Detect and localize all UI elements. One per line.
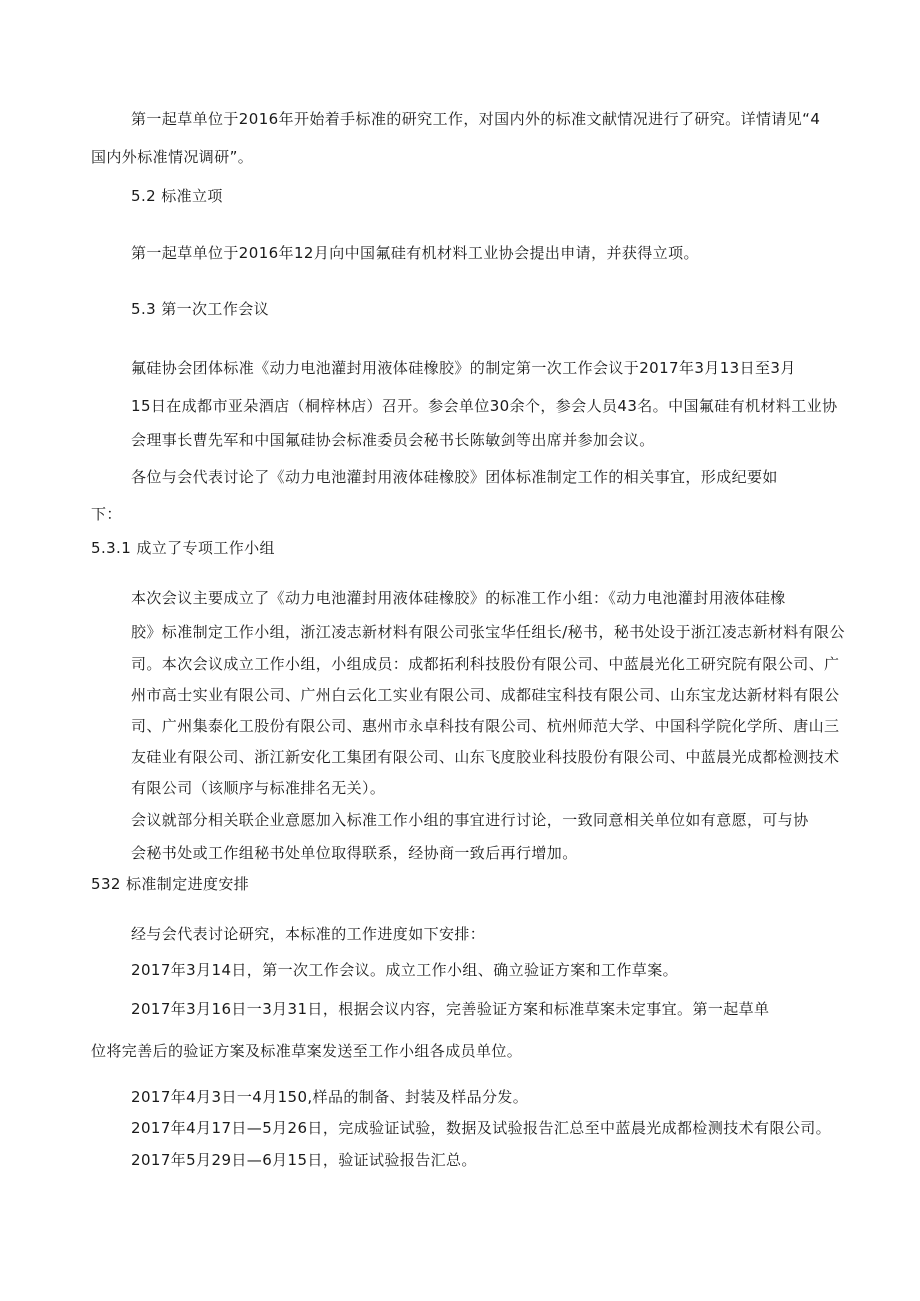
paragraph-line: 第一起草单位于2016年开始着手标准的研究工作，对国内外的标准文献情况进行了研究。详情请见“4: [131, 110, 821, 128]
paragraph-line: 会议就部分相关联企业意愿加入标准工作小组的事宜进行讨论，一致同意相关单位如有意愿，可与协: [131, 811, 809, 829]
schedule-item: 2017年3月14日，第一次工作会议。成立工作小组、确立验证方案和工作草案。: [131, 961, 679, 979]
paragraph-line: 15日在成都市亚朵酒店（桐梓林店）召开。参会单位30余个，参会人员43名。中国氟硅有机材料工业协: [131, 397, 838, 415]
paragraph-line: 第一起草单位于2016年12月向中国氟硅有机材料工业协会提出申请，并获得立项。: [131, 244, 699, 262]
paragraph-line: 州市高士实业有限公司、广州白云化工实业有限公司、成都硅宝科技有限公司、山东宝龙达新材料有限公: [131, 686, 840, 704]
paragraph-line: 经与会代表讨论研究，本标准的工作进度如下安排：: [131, 925, 486, 943]
schedule-item: 2017年4月17日—5月26日，完成验证试验，数据及试验报告汇总至中蓝晨光成都检测技术有限公司。: [131, 1119, 832, 1137]
subsection-heading: 532 标准制定进度安排: [91, 875, 250, 893]
paragraph-line: 会秘书处或工作组秘书处单位取得联系，经协商一致后再行增加。: [131, 844, 578, 862]
paragraph-line: 各位与会代表讨论了《动力电池灌封用液体硅橡胶》团体标准制定工作的相关事宜，形成纪要如: [131, 468, 778, 486]
paragraph-line: 本次会议主要成立了《动力电池灌封用液体硅橡胶》的标准工作小组：《动力电池灌封用液体硅橡: [131, 589, 786, 607]
subsection-heading: 5.3.1 成立了专项工作小组: [91, 539, 275, 557]
schedule-item: 位将完善后的验证方案及标准草案发送至工作小组各成员单位。: [91, 1042, 523, 1060]
paragraph-line: 司、广州集泰化工股份有限公司、惠州市永卓科技有限公司、杭州师范大学、中国科学院化学所、唐山三: [131, 717, 840, 735]
paragraph-line: 下：: [91, 505, 122, 523]
section-heading: 5.2 标准立项: [131, 187, 223, 205]
schedule-item: 2017年5月29日—6月15日，验证试验报告汇总。: [131, 1151, 477, 1169]
paragraph-line: 国内外标准情况调研”。: [91, 148, 254, 166]
schedule-item: 2017年3月16日一3月31日，根据会议内容，完善验证方案和标准草案未定事宜。第一起草单: [131, 1000, 770, 1018]
paragraph-line: 友硅业有限公司、浙江新安化工集团有限公司、山东飞度胶业科技股份有限公司、中蓝晨光成都检测技术: [131, 748, 840, 766]
schedule-item: 2017年4月3日一4月150,样品的制备、封装及样品分发。: [131, 1088, 529, 1106]
paragraph-line: 司。本次会议成立工作小组，小组成员：成都拓利科技股份有限公司、中蓝晨光化工研究院有限公司、广: [131, 655, 840, 673]
section-heading: 5.3 第一次工作会议: [131, 300, 270, 318]
paragraph-line: 有限公司（该顺序与标准排名无关）。: [131, 779, 386, 797]
paragraph-line: 会理事长曹先军和中国氟硅协会标准委员会秘书长陈敏剑等出席并参加会议。: [131, 431, 655, 449]
paragraph-line: 氟硅协会团体标准《动力电池灌封用液体硅橡胶》的制定第一次工作会议于2017年3月13日至3月: [131, 359, 796, 377]
paragraph-line: 胶》标准制定工作小组，浙江凌志新材料有限公司张宝华任组长/秘书，秘书处设于浙江凌志新材料有限公: [131, 623, 845, 641]
